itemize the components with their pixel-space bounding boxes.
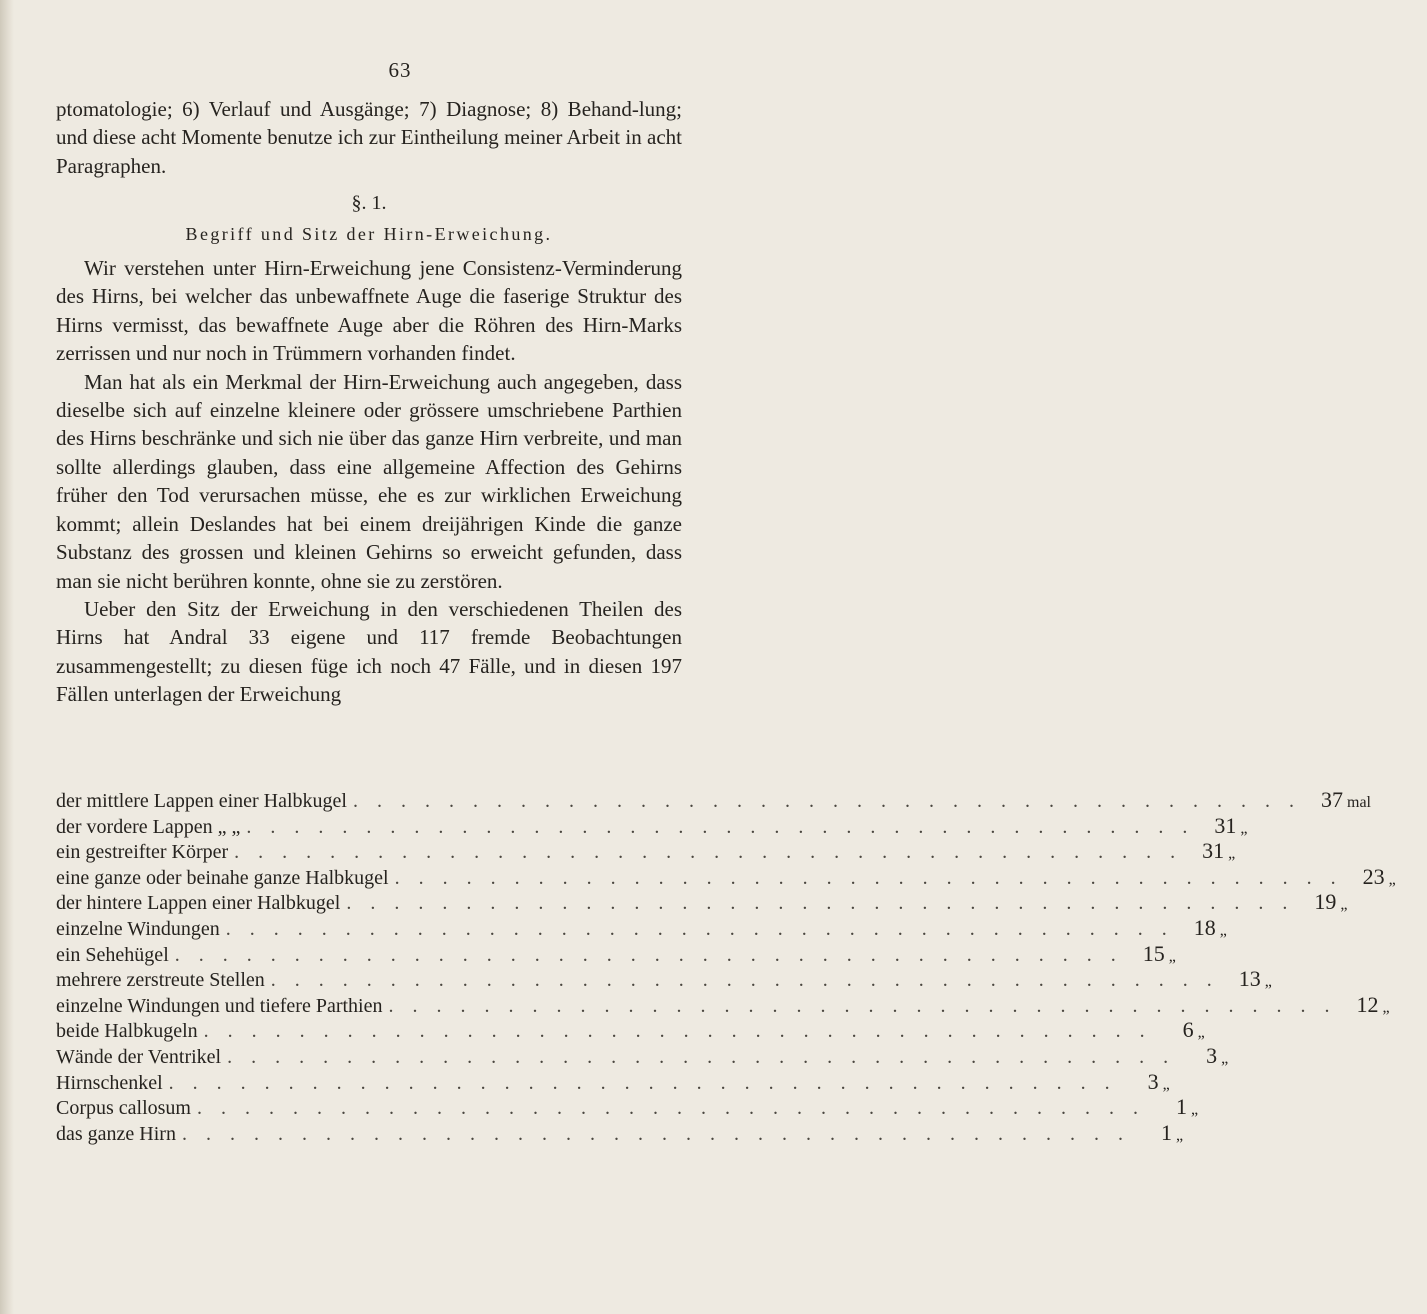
- definition-paragraph: Wir verstehen unter Hirn-Erweichung jene Consistenz-Verminderung des Hirns, bei welcher das unbewaffnete Auge die faserige Struktur des Hirns vermisst, das bewaffnete Auge aber die Röhren des Hirn-Marks zerrissen und nur noch in Trümmern vorhanden findet.: [56, 256, 682, 366]
- statistics-row: [56, 940, 1176, 967]
- statistics-unit: „: [1197, 1024, 1205, 1042]
- statistics-label: der vordere Lappen „ „: [56, 815, 241, 838]
- statistics-count: 31: [1202, 838, 1225, 864]
- statistics-count: 23: [1362, 863, 1385, 889]
- statistics-row: [56, 838, 1236, 864]
- statistics-count: 1: [1160, 1119, 1172, 1145]
- statistics-unit: „: [1162, 1075, 1170, 1093]
- leader-dots: . . . . . . . . . . . . . . . . . . . . . . . . . . . . . . . . . . . . . . . .: [388, 994, 1337, 1017]
- section-title: Begriff und Sitz der Hirn-Erweichung.: [185, 223, 553, 244]
- statistics-unit: mal: [1347, 794, 1371, 811]
- statistics-row: [56, 812, 1248, 839]
- statistics-row: [56, 991, 1390, 1018]
- location-paragraph: Ueber den Sitz der Erweichung in den verschiedenen Theilen des Hirns hat Andral 33 eigene und 117 fremde Beobachtungen zusammengestellt; zu diesen füge ich noch 47 Fälle, und in diesen 197 Fällen unterlagen der Erweichung: [56, 596, 682, 707]
- statistics-label: einzelne Windungen: [56, 917, 220, 940]
- statistics-unit: „: [1228, 845, 1236, 863]
- statistics-label: Corpus callosum: [56, 1097, 191, 1120]
- statistics-count: 12: [1356, 991, 1379, 1017]
- statistics-row: [56, 889, 1348, 915]
- statistics-row: [56, 1042, 1229, 1069]
- leader-dots: . . . . . . . . . . . . . . . . . . . . . . . . . . . . . . . . . . . . . . . .: [353, 790, 1301, 812]
- statistics-label: Wände der Ventrikel: [56, 1045, 222, 1068]
- page-number: 63: [388, 58, 412, 82]
- statistics-row: [56, 914, 1227, 941]
- statistics-row: [56, 1094, 1199, 1120]
- statistics-row: [56, 1068, 1170, 1095]
- leader-dots: . . . . . . . . . . . . . . . . . . . . . . . . . . . . . . . . . . . . . . . .: [394, 866, 1343, 889]
- statistics-unit: „: [1382, 998, 1390, 1016]
- statistics-count: 13: [1238, 966, 1261, 992]
- statistics-unit: „: [1340, 896, 1348, 914]
- statistics-row: [56, 966, 1272, 992]
- statistics-row: [56, 1017, 1205, 1043]
- statistics-count: 3: [1147, 1068, 1159, 1094]
- statistics-unit: „: [1191, 1101, 1199, 1119]
- statistics-label: beide Halbkugeln: [56, 1020, 198, 1043]
- section-number: §. 1.: [351, 192, 387, 215]
- leader-dots: . . . . . . . . . . . . . . . . . . . . . . . . . . . . . . . . . . . . . . . .: [168, 1071, 1117, 1094]
- leader-dots: . . . . . . . . . . . . . . . . . . . . . . . . . . . . . . . . . . . . . . . .: [234, 841, 1183, 864]
- statistics-label: Hirnschenkel: [56, 1071, 163, 1094]
- leader-dots: . . . . . . . . . . . . . . . . . . . . . . . . . . . . . . . . . . . . . . . .: [197, 1097, 1145, 1120]
- statistics-count: 3: [1206, 1042, 1218, 1068]
- intro-paragraph: ptomatologie; 6) Verlauf und Ausgänge; 7) Diagnose; 8) Behand-lung; und diese acht Momente benutze ich zur Eintheilung meiner Arbeit in acht Paragraphen.: [56, 97, 682, 178]
- statistics-count: 1: [1176, 1094, 1187, 1120]
- statistics-count: 37: [1321, 787, 1343, 812]
- statistics-unit: „: [1221, 1049, 1229, 1067]
- statistics-label: ein Sehehügel: [56, 943, 169, 966]
- leader-dots: . . . . . . . . . . . . . . . . . . . . . . . . . . . . . . . . . . . . . . . .: [246, 815, 1195, 838]
- statistics-unit: „: [1388, 870, 1396, 888]
- statistics-label: einzelne Windungen und tiefere Parthien: [56, 994, 383, 1017]
- statistics-unit: „: [1264, 973, 1272, 991]
- statistics-list: [56, 787, 1396, 1145]
- statistics-count: 19: [1314, 889, 1337, 915]
- statistics-row: [56, 1119, 1184, 1146]
- statistics-row: [56, 863, 1396, 890]
- leader-dots: . . . . . . . . . . . . . . . . . . . . . . . . . . . . . . . . . . . . . . . .: [227, 1045, 1176, 1068]
- statistics-label: das ganze Hirn: [56, 1122, 176, 1145]
- statistics-unit: „: [1240, 819, 1248, 837]
- statistics-count: 6: [1182, 1017, 1194, 1043]
- statistics-count: 31: [1214, 812, 1237, 838]
- statistics-count: 15: [1142, 940, 1165, 966]
- body-text: [56, 95, 682, 709]
- leader-dots: . . . . . . . . . . . . . . . . . . . . . . . . . . . . . . . . . . . . . . . .: [270, 969, 1219, 992]
- statistics-unit: „: [1175, 1126, 1184, 1144]
- statistics-count: 18: [1193, 914, 1216, 940]
- leader-dots: . . . . . . . . . . . . . . . . . . . . . . . . . . . . . . . . . . . . . . . .: [181, 1122, 1130, 1145]
- statistics-row: [56, 787, 1371, 813]
- statistics-label: der hintere Lappen einer Halbkugel: [56, 892, 341, 915]
- leader-dots: . . . . . . . . . . . . . . . . . . . . . . . . . . . . . . . . . . . . . . . .: [225, 917, 1174, 940]
- statistics-label: der mittlere Lappen einer Halbkugel: [56, 790, 347, 812]
- statistics-label: eine ganze oder beinahe ganze Halbkugel: [56, 866, 389, 889]
- extent-paragraph: Man hat als ein Merkmal der Hirn-Erweichung auch angegeben, dass dieselbe sich auf einzelne kleinere oder grössere umschriebene Parthien des Hirns beschränke und sich nie über das ganze Hirn verbreite, und man sollte allerdings glauben, dass eine allgemeine Affection des Gehirns früher den Tod verursachen müsse, ehe es zur wirklichen Erweichung kommt; allein Deslandes hat bei einem dreijährigen Kinde die ganze Substanz des grossen und kleinen Gehirns so erweicht gefunden, dass man sie nicht berühren konnte, ohne sie zu zerstören.: [56, 369, 682, 593]
- leader-dots: . . . . . . . . . . . . . . . . . . . . . . . . . . . . . . . . . . . . . . . .: [203, 1020, 1152, 1043]
- statistics-unit: „: [1168, 947, 1176, 965]
- statistics-label: mehrere zerstreute Stellen: [56, 969, 265, 992]
- leader-dots: . . . . . . . . . . . . . . . . . . . . . . . . . . . . . . . . . . . . . . . .: [174, 943, 1123, 966]
- leader-dots: . . . . . . . . . . . . . . . . . . . . . . . . . . . . . . . . . . . . . . . .: [346, 892, 1295, 915]
- scan-edge: [0, 0, 14, 1314]
- statistics-label: ein gestreifter Körper: [56, 841, 229, 864]
- statistics-unit: „: [1219, 921, 1227, 939]
